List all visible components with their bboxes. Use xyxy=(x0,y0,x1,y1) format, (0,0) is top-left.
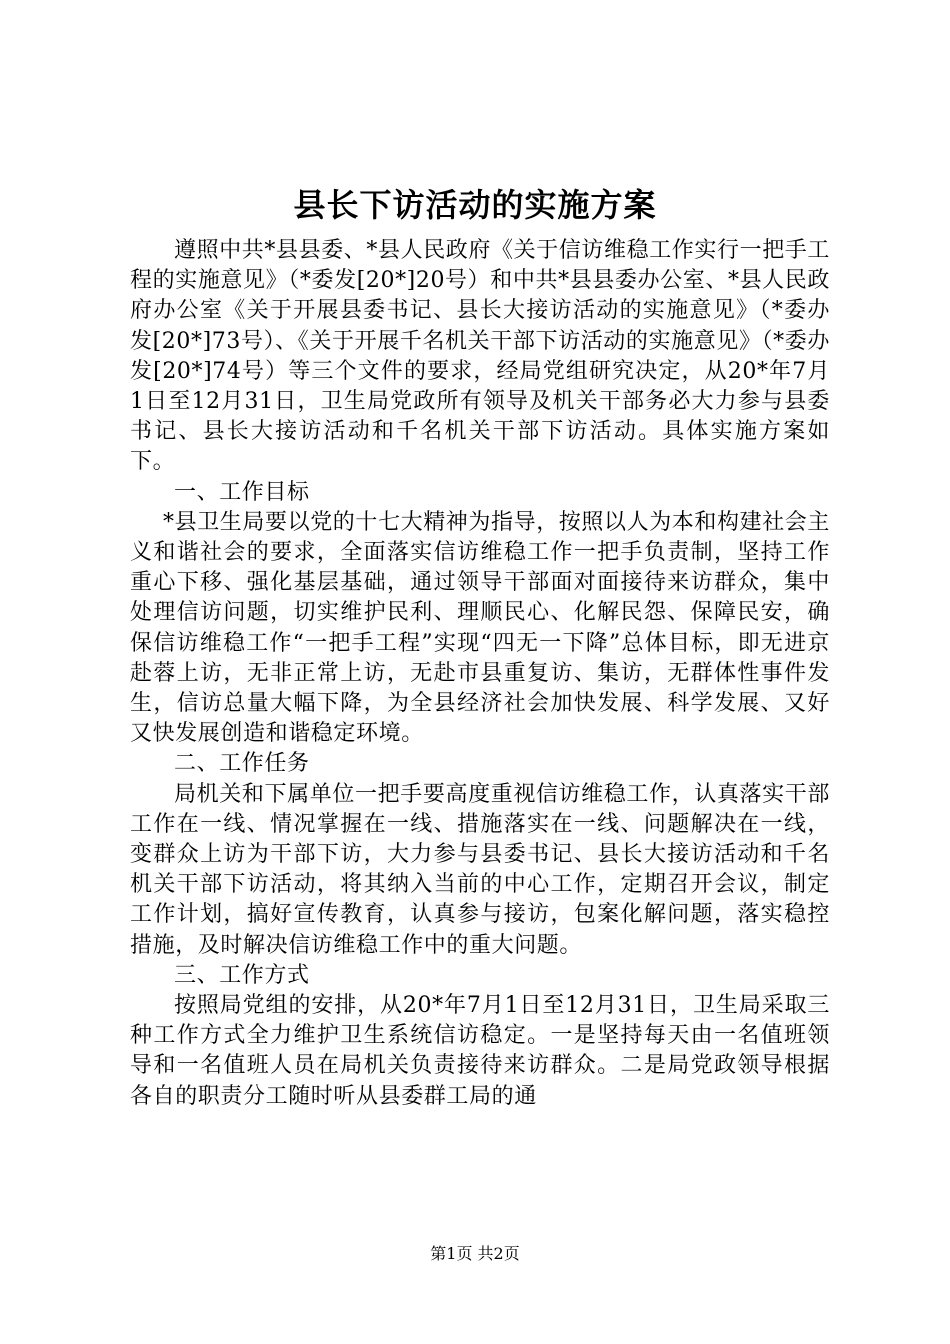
section-heading-methods: 三、工作方式 xyxy=(174,962,310,988)
tasks-paragraph: 局机关和下属单位一把手要高度重视信访维稳工作，认真落实干部工作在一线、情况掌握在一线、措施落实在一线、问题解决在一线，变群众上访为干部下访，大力参与县委书记、县长大接访活动和千名机关干部下访活动，将其纳入当前的中心工作，定期召开会议，制定工作计划，搞好宣传教育，认真参与接访，包案化解问题，落实稳控措施，及时解决信访维稳工作中的重大问题。 xyxy=(130,781,830,958)
intro-paragraph: 遵照中共*县县委、*县人民政府《关于信访维稳工作实行一把手工程的实施意见》（*委发[20*]20号）和中共*县县委办公室、*县人民政府办公室《关于开展县委书记、县长大接访活动的实施意见》（*委办发[20*]73号）、《关于开展千名机关干部下访活动的实施意见》（*委办发[20*]74号）等三个文件的要求，经局党组研究决定，从20*年7月1日至12月31日，卫生局党政所有领导及机关干部务必大力参与县委书记、县长大接访活动和千名机关干部下访活动。具体实施方案如下。 xyxy=(130,238,831,475)
section-heading-tasks: 二、工作任务 xyxy=(174,751,310,777)
page-footer: 第1页 共2页 xyxy=(430,1244,520,1263)
goals-paragraph: *县卫生局要以党的十七大精神为指导，按照以人为本和构建社会主义和谐社会的要求，全面落实信访维稳工作一把手负责制，坚持工作重心下移、强化基层基础，通过领导干部面对面接待来访群众，集中处理信访问题，切实维护民利、理顺民心、化解民怨、保障民安，确保信访维稳工作“一把手工程”实现“四无一下降”总体目标，即无进京赴蓉上访，无非正常上访，无赴市县重复访、集访，无群体性事件发生，信访总量大幅下降，为全县经济社会加快发展、科学发展、又好又快发展创造和谐稳定环境。 xyxy=(130,509,831,747)
methods-paragraph: 按照局党组的安排，从20*年7月1日至12月31日，卫生局采取三种工作方式全力维护卫生系统信访稳定。一是坚持每天由一名值班领导和一名值班人员在局机关负责接待来访群众。二是局党政领导根据各自的职责分工随时听从县委群工局的通 xyxy=(130,993,830,1109)
section-heading-goals: 一、工作目标 xyxy=(174,479,310,505)
page-title: 县长下访活动的实施方案 xyxy=(293,186,657,224)
document-body xyxy=(130,236,830,1112)
